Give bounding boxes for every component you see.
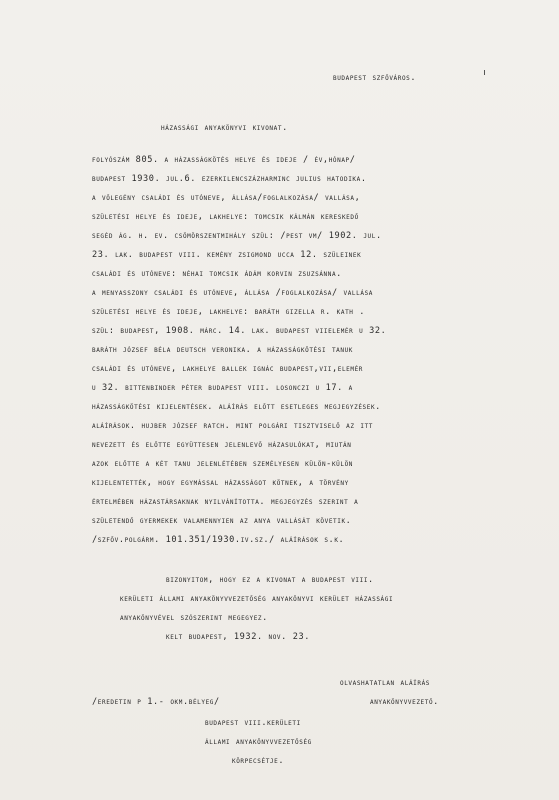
certification-line: bizonyitom, hogy ez a kivonat a budapest viii. — [166, 575, 374, 585]
body-line: budapest 1930. jul.6. ezerkilencszázharminc julius hatodika. — [92, 174, 367, 184]
body-line: születési helye és ideje, lakhelye: tomcsik kálmán kereskedő — [92, 212, 359, 222]
body-line: aláírások. hujber józsef ratch. mint polgári tisztviselő az itt — [92, 421, 373, 431]
body-line: folyószám 805. a házasságkötés helye és ideje / év,hónap/ — [92, 155, 356, 165]
document-title: házassági anyakönyvi kivonat. — [161, 123, 288, 133]
body-line: értelmében házastársaknak nyilvánította. megjegyzés szerint a — [92, 497, 359, 507]
body-line: családi és utóneve: néhai tomcsik ádám korvin zsuzsánna. — [92, 269, 342, 279]
body-line: /szfőv.polgárm. 101.351/1930.iv.sz./ aláírások s.k. — [92, 535, 345, 545]
signature-name: olvashatatlan aláírás — [340, 678, 431, 688]
body-line: u 32. bittenbinder péter budapest viii. losonczi u 17. a — [92, 383, 353, 393]
body-line: segéd ág. h. ev. csömörszentmihály szül: /pest vm/ 1902. jul. — [92, 231, 382, 241]
body-line: kijelentették, hogy egymással házasságot kötnek, a törvény — [92, 478, 349, 488]
signature-role: anyakönyvvezető. — [370, 697, 439, 707]
certification-line: kerületi állami anyakönyvvezetőség anyakönyvi kerület házassági — [120, 594, 394, 604]
stamp-note: /eredetin p 1.- okm.bélyeg/ — [92, 697, 220, 707]
issue-date: kelt budapest, 1932. nov. 23. — [166, 632, 311, 642]
body-line: baráth józsef béla deutsch veronika. a házasságkötési tanuk — [92, 345, 354, 355]
body-line: azok előtte a két tanu jelenlétében személyesen külön-külön — [92, 459, 354, 469]
seal-line: körpecsétje. — [232, 756, 285, 766]
city-header: budapest szfőváros. — [333, 73, 417, 83]
body-line: nevezett és előtte együttesen jelenlevő házasulókat, miután — [92, 440, 352, 450]
seal-line: budapest viii.kerületi — [205, 718, 301, 728]
body-line: a menyasszony családi és utóneve, állása /foglalkozása/ vallása — [92, 288, 373, 298]
certification-line: anyakönyvével szószerint megegyez. — [120, 613, 268, 623]
body-line: születendő gyermekek valamennyien az anya vallását követik. — [92, 516, 352, 526]
body-line: születési helye és ideje, lakhelye: baráth gizella r. kath . — [92, 307, 366, 317]
paper-mark — [484, 70, 485, 75]
body-line: 23. lak. budapest viii. kemény zsigmond ucca 12. szüleinek — [92, 250, 362, 260]
body-line: családi és utóneve, lakhelye ballek ignác budapest,vii,elemér — [92, 364, 364, 374]
body-line: házasságkötési kijelentések. aláírás előtt esetleges megjegyzések. — [92, 402, 381, 412]
body-line: a vőlegény családi és utóneve, állása/foglalkozása/ vallása, — [92, 193, 361, 203]
body-line: szül: budapest, 1908. márc. 14. lak. budapest viielemér u 32. — [92, 326, 387, 336]
seal-line: állami anyakönyvvezetőség — [205, 737, 312, 747]
